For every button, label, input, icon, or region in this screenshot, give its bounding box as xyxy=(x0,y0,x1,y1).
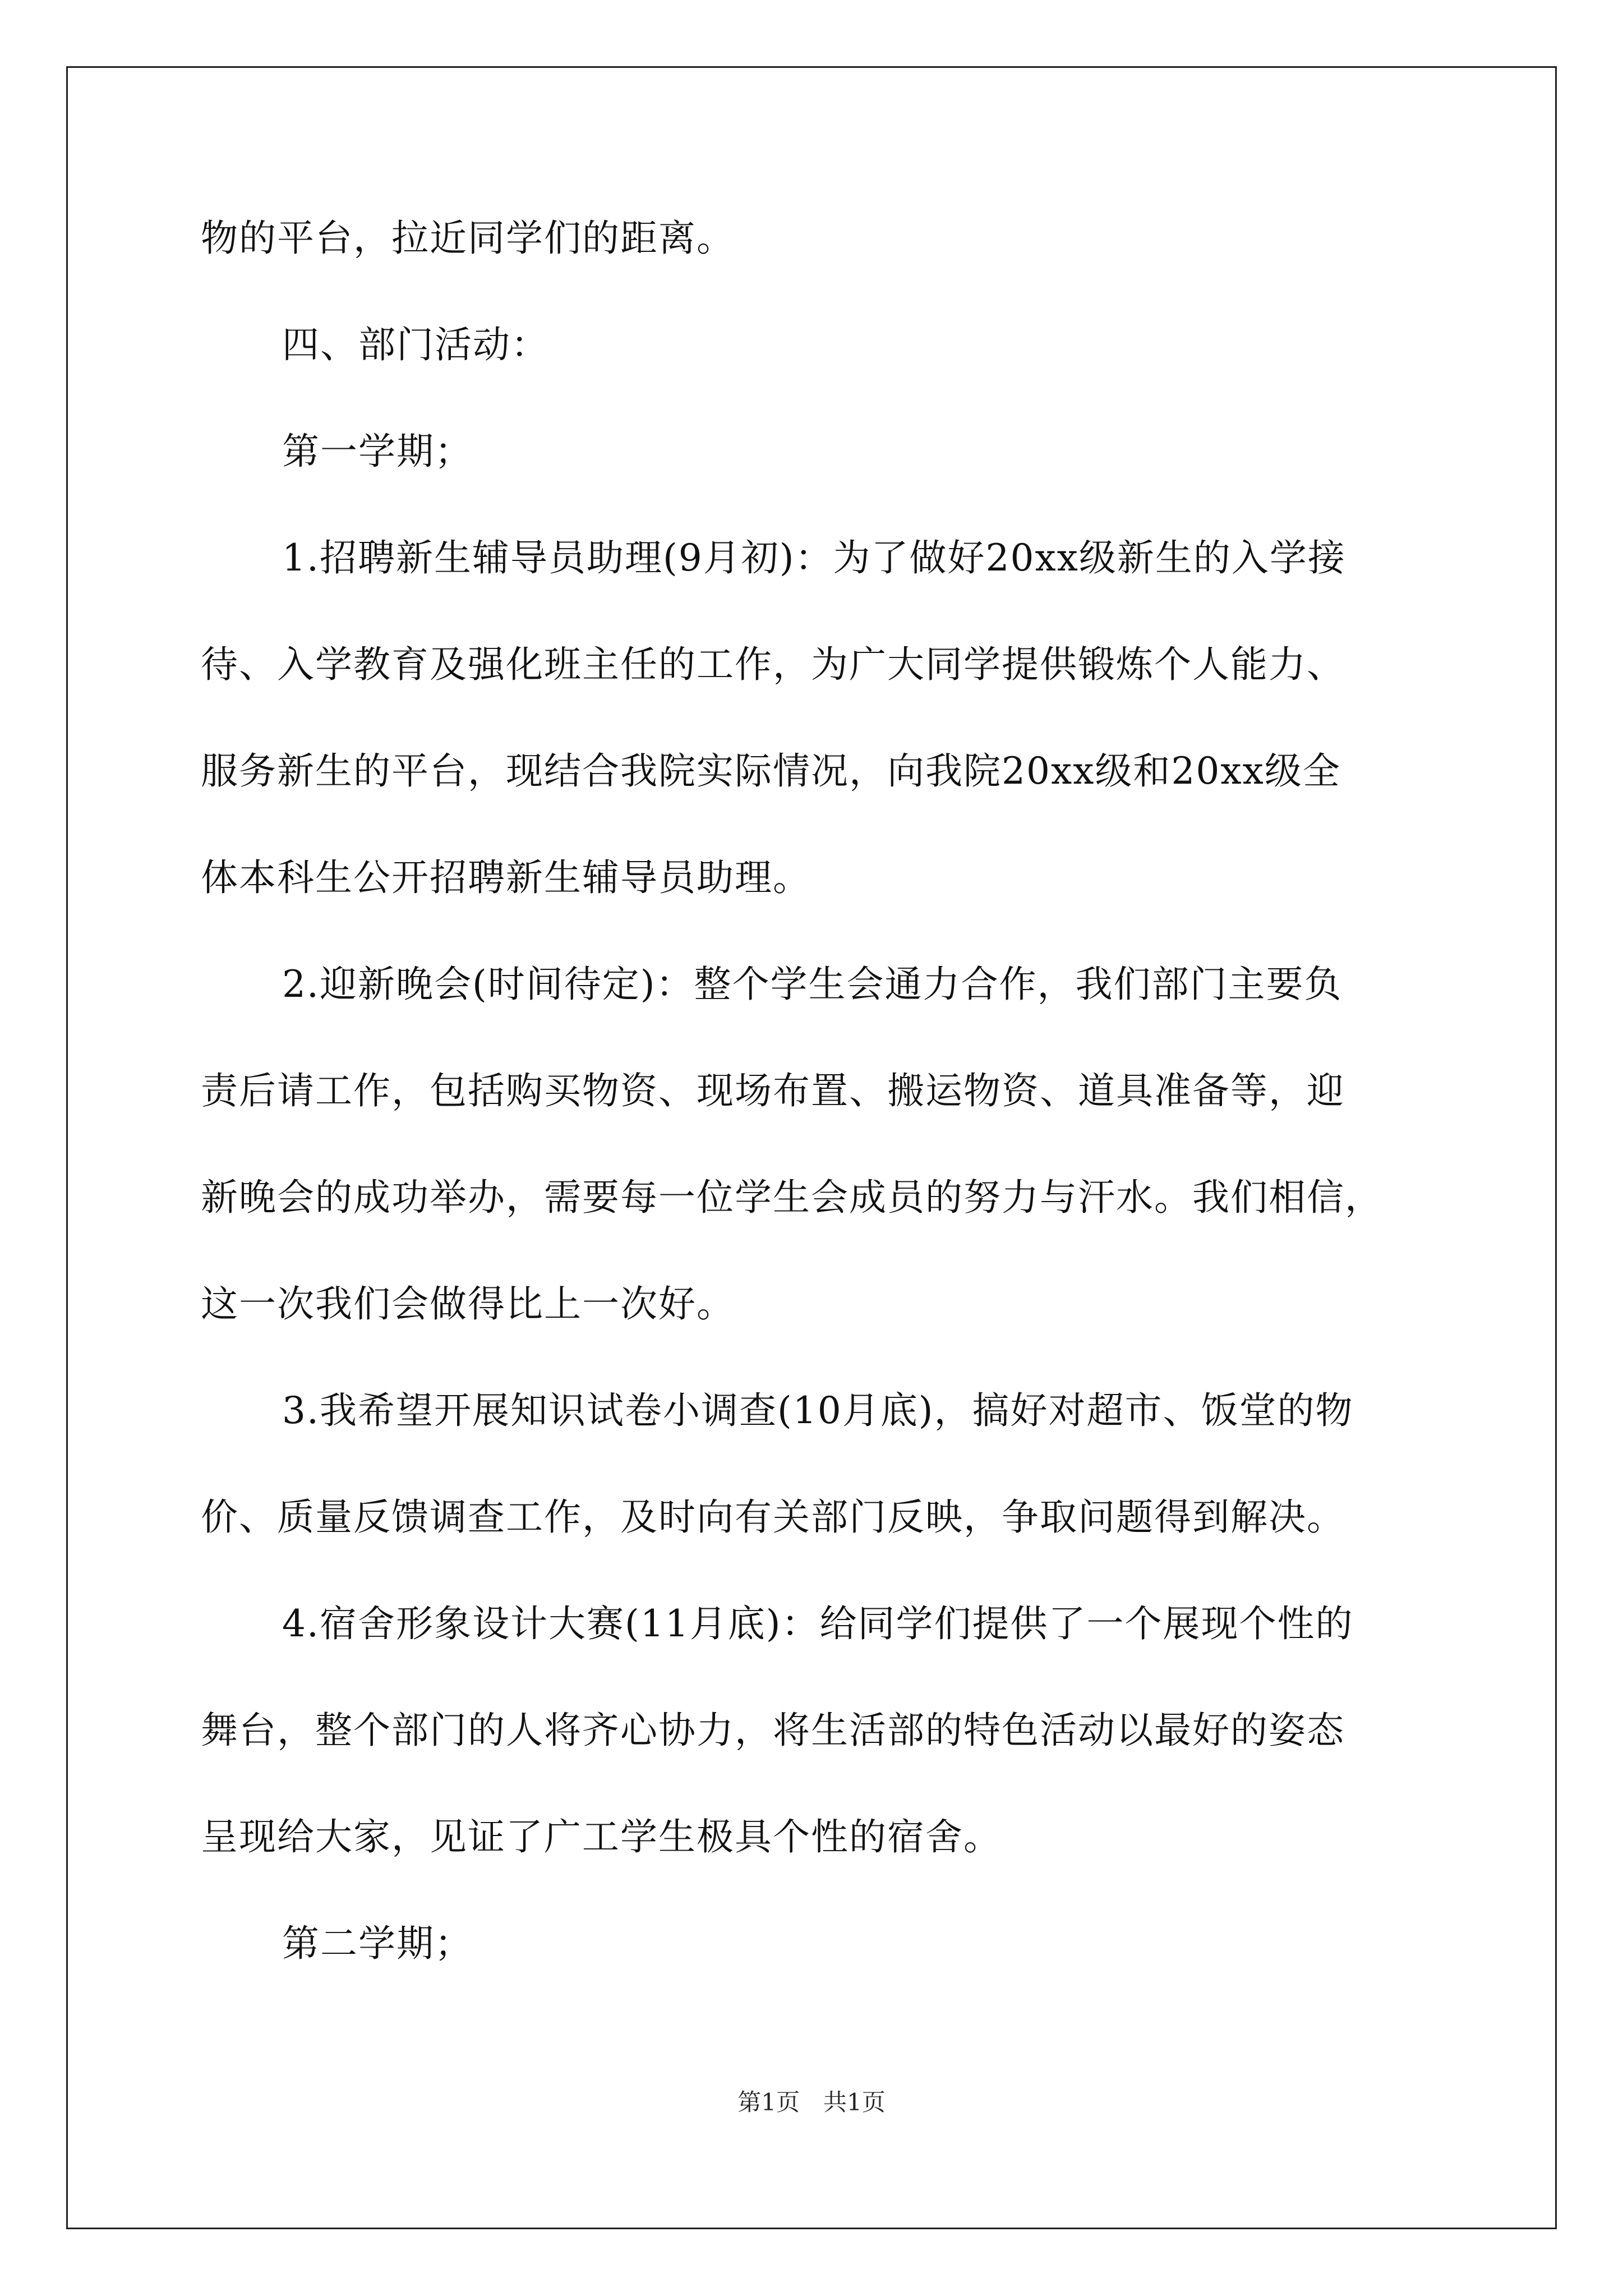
section-heading: 四、部门活动： xyxy=(282,323,549,366)
text-line: 体本科生公开招聘新生辅导员助理。 xyxy=(201,856,811,899)
text-line: 呈现给大家，见证了广工学生极具个性的宿舍。 xyxy=(201,1815,1002,1858)
text-line: 新晚会的成功举办，需要每一位学生会成员的努力与汗水。我们相信， xyxy=(201,1176,1383,1219)
text-line: 这一次我们会做得比上一次好。 xyxy=(201,1282,735,1326)
text-line: 物的平台，拉近同学们的距离。 xyxy=(201,217,735,260)
text-line: 价、质量反馈调查工作，及时向有关部门反映，争取问题得到解决。 xyxy=(201,1496,1345,1539)
text-line: 责后请工作，包括购买物资、现场布置、搬运物资、道具准备等，迎 xyxy=(201,1069,1345,1112)
text-line: 2.迎新晚会(时间待定)：整个学生会通力合作，我们部门主要负 xyxy=(282,963,1343,1006)
text-line: 待、入学教育及强化班主任的工作，为广大同学提供锻炼个人能力、 xyxy=(201,643,1345,686)
text-line: 服务新生的平台，现结合我院实际情况，向我院20xx级和20xx级全 xyxy=(201,749,1341,793)
page-number: 第1页 共1页 xyxy=(737,2088,886,2116)
page-border xyxy=(66,66,1557,2229)
term-heading: 第一学期； xyxy=(282,430,473,473)
term-heading: 第二学期； xyxy=(282,1922,473,1965)
text-line: 1.招聘新生辅导员助理(9月初)：为了做好20xx级新生的入学接 xyxy=(282,536,1346,579)
text-line: 4.宿舍形象设计大赛(11月底)：给同学们提供了一个展现个性的 xyxy=(282,1602,1354,1645)
text-line: 舞台，整个部门的人将齐心协力，将生活部的特色活动以最好的姿态 xyxy=(201,1709,1345,1752)
text-line: 3.我希望开展知识试卷小调查(10月底)，搞好对超市、饭堂的物 xyxy=(282,1389,1354,1432)
